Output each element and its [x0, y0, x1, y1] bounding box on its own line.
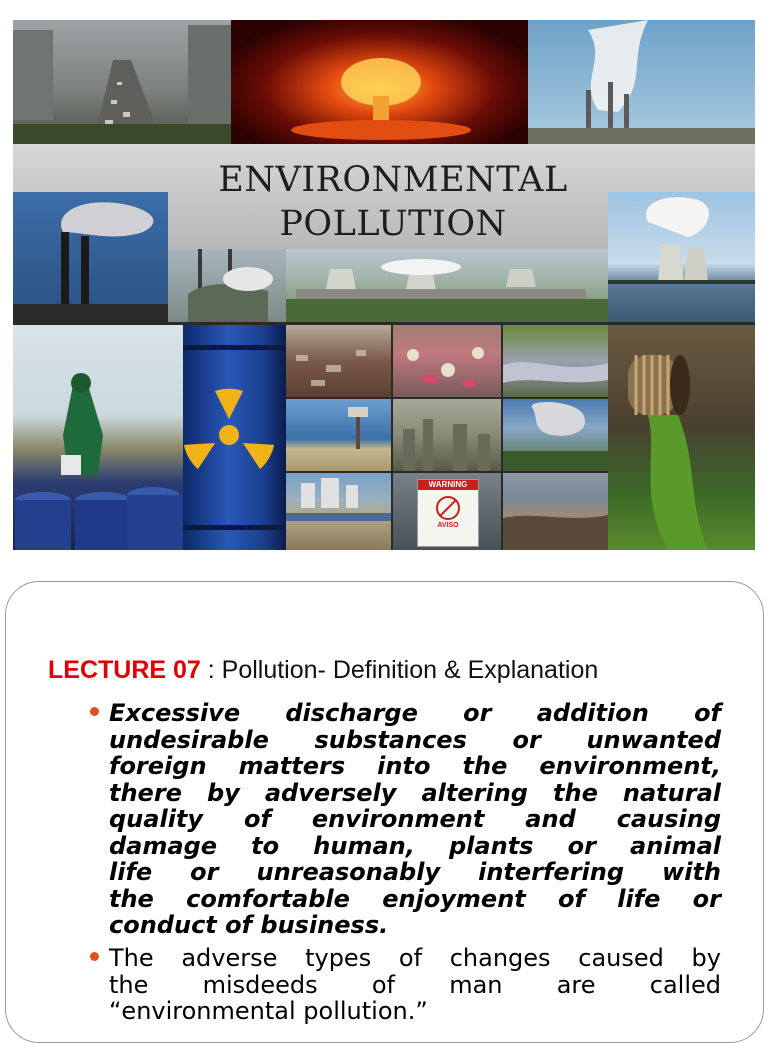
title-line-2: POLLUTION — [279, 204, 507, 244]
definition-line: there by adversely altering the natural — [109, 778, 721, 807]
hazmat-worker-barrels-photo — [13, 325, 183, 550]
explanation-line: the misdeeds of man are called — [109, 970, 721, 999]
lecture-title: : Pollution- Definition & Explanation — [200, 656, 599, 684]
definition-line: life or unreasonably interfering with — [109, 858, 721, 886]
collage-title — [213, 158, 573, 246]
plastic-waste-photo — [393, 325, 501, 397]
warning-sign-photo — [393, 473, 501, 550]
radioactive-barrel-photo — [183, 325, 286, 550]
explanation-paragraph — [109, 945, 721, 1025]
explanation-line: “environmental pollution.” — [109, 997, 428, 1025]
warning-sign-heading: WARNING — [418, 480, 478, 490]
definition-line: conduct of business. — [109, 911, 389, 939]
smoke-plume-photo — [503, 399, 608, 471]
smoggy-city-photo — [393, 399, 501, 471]
garbage-dump-photo — [286, 325, 391, 397]
sewage-pipe-outflow-photo — [608, 325, 755, 550]
warning-sign-sub: AVISO — [437, 522, 459, 529]
explanation-line: The adverse types of changes caused by — [109, 944, 721, 972]
nuclear-explosion-photo — [231, 20, 528, 144]
polluted-stream-photo — [503, 325, 608, 397]
definition-line: quality of environment and causing — [109, 805, 721, 833]
beach-lifeguard-photo — [286, 399, 391, 471]
traffic-smog-photo — [13, 20, 231, 144]
no-swimming-icon — [436, 496, 460, 520]
cooling-towers-lake-photo — [608, 192, 755, 322]
definition-line: foreign matters into the environment, — [109, 752, 721, 780]
factory-smokestacks-photo — [528, 20, 755, 144]
pollution-collage — [13, 20, 755, 550]
lecture-number: LECTURE 07 — [48, 656, 201, 684]
bullet-icon — [90, 707, 99, 716]
oily-shoreline-photo — [503, 473, 608, 550]
definition-paragraph — [109, 700, 721, 939]
polluted-beach-photo — [286, 473, 391, 550]
bullet-icon — [90, 952, 99, 961]
definition-line: damage to human, plants or animal — [109, 831, 721, 860]
lecture-slide — [5, 581, 764, 1043]
power-plant-cooling-towers-photo — [286, 249, 608, 322]
definition-line: the comfortable enjoyment of life or — [109, 884, 721, 913]
title-line-1: ENVIRONMENTAL — [218, 160, 568, 200]
smoking-chimneys-photo — [13, 192, 168, 322]
industrial-plant-photo — [168, 249, 286, 322]
definition-line: Excessive discharge or addition of — [109, 699, 721, 727]
definition-line: undesirable substances or unwanted — [109, 725, 721, 754]
lecture-heading — [48, 656, 598, 685]
